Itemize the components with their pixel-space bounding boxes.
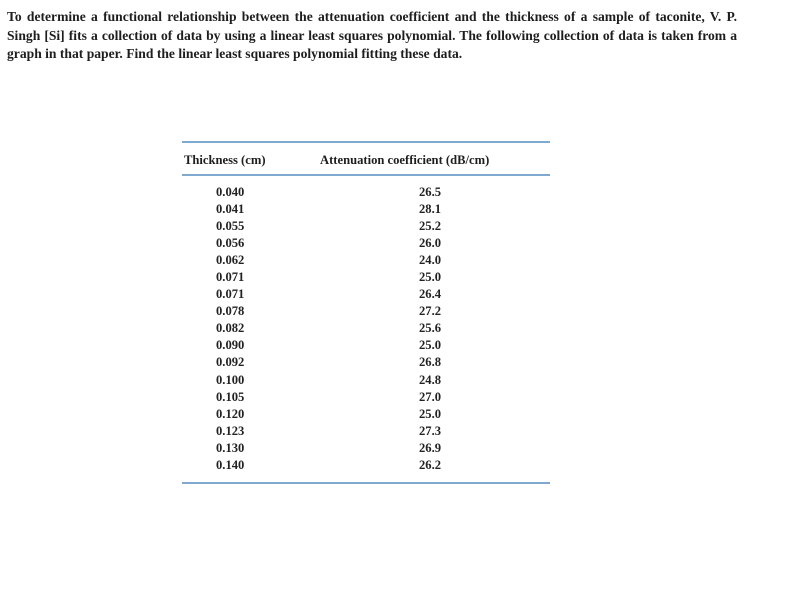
table-row [182,320,550,337]
thickness-cell: 0.100 [216,372,245,387]
attenuation-cell: 24.0 [419,252,442,267]
attenuation-cell: 24.8 [419,372,442,387]
attenuation-cell: 25.0 [419,338,442,353]
table-row [182,354,550,371]
thickness-cell: 0.078 [216,304,245,319]
thickness-cell: 0.105 [216,389,245,404]
thickness-cell: 0.062 [216,252,245,267]
attenuation-cell: 26.9 [419,440,442,455]
table-top-rule [182,141,550,143]
table-row [182,389,550,406]
table-row [182,201,550,218]
thickness-cell: 0.056 [216,235,245,250]
thickness-cell: 0.071 [216,269,245,284]
table-row [182,286,550,303]
thickness-cell: 0.040 [216,184,245,199]
table-row [182,406,550,423]
attenuation-cell: 25.2 [419,218,442,233]
problem-statement: To determine a functional relationship between the attenuation coefficient and the thickness of a sample of taconite, V. P. Singh [Si] fits a collection of data by using a linear least squares polynomial. The following collection of data is taken from a graph in that paper. Find the linear least squares polynomial fitting these data. [7,9,737,61]
attenuation-cell: 27.2 [419,304,442,319]
header-attenuation: Attenuation coefficient (dB/cm) [320,153,490,167]
attenuation-cell: 26.5 [419,184,442,199]
attenuation-cell: 25.0 [419,269,442,284]
thickness-cell: 0.092 [216,355,245,370]
thickness-cell: 0.055 [216,218,245,233]
thickness-cell: 0.123 [216,423,245,438]
attenuation-cell: 26.2 [419,458,442,472]
data-table [182,141,550,484]
table-row [182,423,550,440]
attenuation-cell: 26.8 [419,355,442,370]
attenuation-cell: 26.0 [419,235,442,250]
thickness-cell: 0.041 [216,201,245,216]
table-row [182,440,550,457]
thickness-cell: 0.071 [216,287,245,302]
thickness-cell: 0.140 [216,458,245,472]
thickness-cell: 0.130 [216,440,245,455]
table-row [182,269,550,286]
thickness-cell: 0.120 [216,406,245,421]
table-body [182,184,550,475]
thickness-cell: 0.082 [216,321,245,336]
table-row [182,457,550,474]
header-thickness: Thickness (cm) [184,153,266,167]
attenuation-cell: 25.6 [419,321,442,336]
table-bottom-rule [182,482,550,484]
table-row [182,218,550,235]
thickness-cell: 0.090 [216,338,245,353]
table-row [182,303,550,320]
table-row [182,252,550,269]
table-header-row [182,149,550,171]
attenuation-cell: 25.0 [419,406,442,421]
table-header-rule [182,174,550,176]
attenuation-cell: 26.4 [419,287,442,302]
table-row [182,337,550,354]
table-row [182,372,550,389]
attenuation-cell: 27.3 [419,423,442,438]
attenuation-cell: 28.1 [419,201,442,216]
table-row [182,235,550,252]
table-row [182,184,550,201]
attenuation-cell: 27.0 [419,389,442,404]
